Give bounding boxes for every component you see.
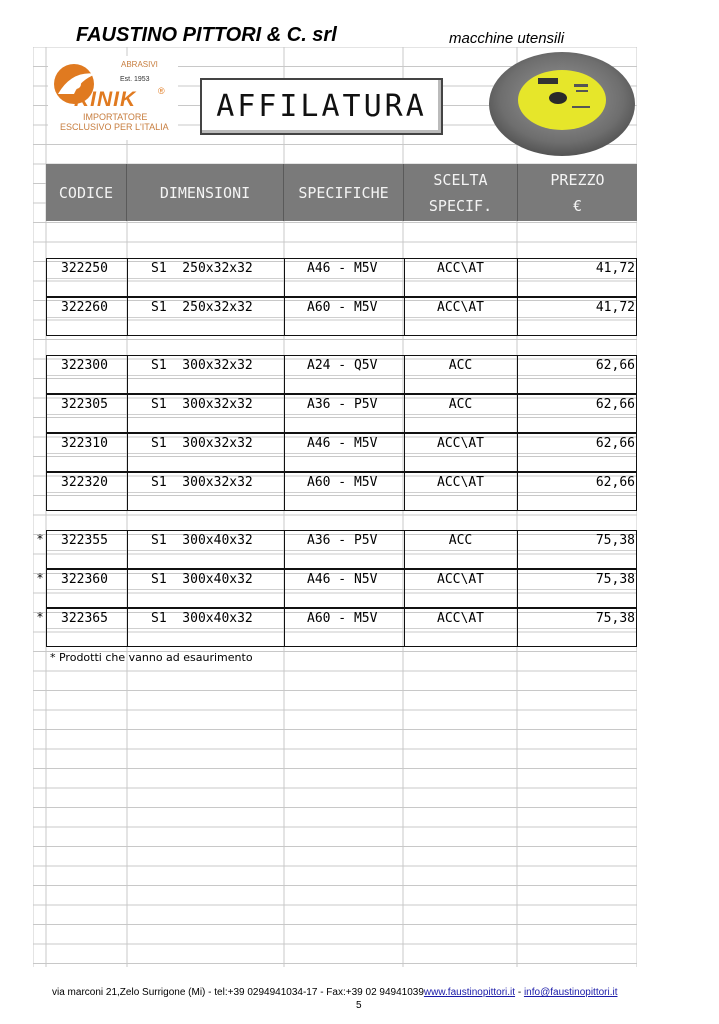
cell-specifiche: A60 - M5V (307, 475, 378, 490)
cell-scelta: ACC\AT (437, 572, 484, 587)
cell-prezzo: 41,72 (595, 300, 635, 315)
cell-codice: 322250 (61, 261, 108, 276)
cell-codice: 322365 (61, 611, 108, 626)
cell-prezzo: 62,66 (595, 397, 635, 412)
col-prezzo (518, 164, 637, 221)
cell-codice: 322320 (61, 475, 108, 490)
cell-specifiche: A46 - M5V (307, 261, 378, 276)
table-row (46, 433, 637, 472)
cell-dimensioni: S1 250x32x32 (151, 261, 253, 276)
footer-separator: - (515, 987, 524, 998)
table-row (46, 297, 637, 336)
col-specifiche: SPECIFICHE (284, 164, 404, 221)
col-scelta (404, 164, 518, 221)
cell-prezzo: 75,38 (595, 533, 635, 548)
kinik-logo (48, 56, 178, 140)
row-star-marker: * (37, 610, 43, 624)
cell-specifiche: A36 - P5V (307, 533, 378, 548)
logo-est: Est. 1953 (120, 76, 150, 83)
cell-dimensioni: S1 300x40x32 (151, 611, 253, 626)
cell-prezzo: 41,72 (595, 261, 635, 276)
cell-dimensioni: S1 250x32x32 (151, 300, 253, 315)
table-row (46, 258, 637, 297)
cell-specifiche: A24 - Q5V (307, 358, 378, 373)
cell-codice: 322310 (61, 436, 108, 451)
col-scelta-line2: SPECIF. (428, 196, 493, 215)
cell-scelta: ACC\AT (437, 611, 484, 626)
page-number: 5 (356, 1000, 362, 1011)
logo-registered: ® (158, 86, 165, 96)
cell-specifiche: A46 - N5V (307, 572, 378, 587)
table-row (46, 569, 637, 608)
cell-dimensioni: S1 300x40x32 (151, 533, 253, 548)
cell-specifiche: A36 - P5V (307, 397, 378, 412)
footer-address: via marconi 21,Zelo Surrigone (Mi) - tel:+39 0294941034-17 - Fax:+39 02 94941039 (52, 987, 424, 998)
cell-codice: 322260 (61, 300, 108, 315)
cell-specifiche: A60 - M5V (307, 611, 378, 626)
section-title: AFFILATURA (216, 89, 427, 124)
footer-email-link[interactable]: info@faustinopittori.it (523, 987, 618, 998)
cell-codice: 322355 (61, 533, 108, 548)
cell-scelta: ACC\AT (437, 436, 484, 451)
logo-abrasivi: ABRASIVI (121, 60, 158, 69)
table-row (46, 472, 637, 511)
footnote: * Prodotti che vanno ad esaurimento (50, 651, 253, 664)
logo-brand: KINIK (74, 88, 137, 111)
col-prezzo-line1: PREZZO (550, 170, 605, 189)
row-star-marker: * (37, 571, 43, 585)
cell-codice: 322360 (61, 572, 108, 587)
col-prezzo-line2: € (572, 196, 583, 215)
cell-scelta: ACC\AT (437, 300, 484, 315)
grinding-wheel-image (486, 48, 638, 158)
cell-scelta: ACC\AT (437, 261, 484, 276)
table-row (46, 608, 637, 647)
cell-scelta: ACC (448, 397, 473, 412)
col-codice: CODICE (46, 164, 127, 221)
cell-scelta: ACC (448, 358, 473, 373)
logo-importer-line1: IMPORTATORE (83, 112, 148, 122)
cell-prezzo: 62,66 (595, 358, 635, 373)
cell-dimensioni: S1 300x32x32 (151, 475, 253, 490)
footer-website-link[interactable]: www.faustinopittori.it (423, 987, 516, 998)
section-title-box (200, 78, 443, 135)
cell-specifiche: A46 - M5V (307, 436, 378, 451)
logo-importer-line2: ESCLUSIVO PER L'ITALIA (60, 122, 169, 132)
cell-prezzo: 62,66 (595, 475, 635, 490)
cell-dimensioni: S1 300x40x32 (151, 572, 253, 587)
cell-dimensioni: S1 300x32x32 (151, 397, 253, 412)
table-row (46, 394, 637, 433)
company-name: FAUSTINO PITTORI & C. srl (76, 24, 337, 46)
table-header (46, 164, 637, 221)
row-star-marker: * (37, 532, 43, 546)
col-scelta-line1: SCELTA (433, 170, 488, 189)
cell-prezzo: 62,66 (595, 436, 635, 451)
cell-scelta: ACC (448, 533, 473, 548)
col-dimensioni: DIMENSIONI (127, 164, 284, 221)
cell-dimensioni: S1 300x32x32 (151, 436, 253, 451)
cell-prezzo: 75,38 (595, 572, 635, 587)
cell-prezzo: 75,38 (595, 611, 635, 626)
table-row (46, 355, 637, 394)
cell-scelta: ACC\AT (437, 475, 484, 490)
company-subtitle: macchine utensili (449, 30, 565, 47)
cell-dimensioni: S1 300x32x32 (151, 358, 253, 373)
footer (52, 987, 617, 998)
cell-specifiche: A60 - M5V (307, 300, 378, 315)
table-row (46, 530, 637, 569)
cell-codice: 322305 (61, 397, 108, 412)
cell-codice: 322300 (61, 358, 108, 373)
